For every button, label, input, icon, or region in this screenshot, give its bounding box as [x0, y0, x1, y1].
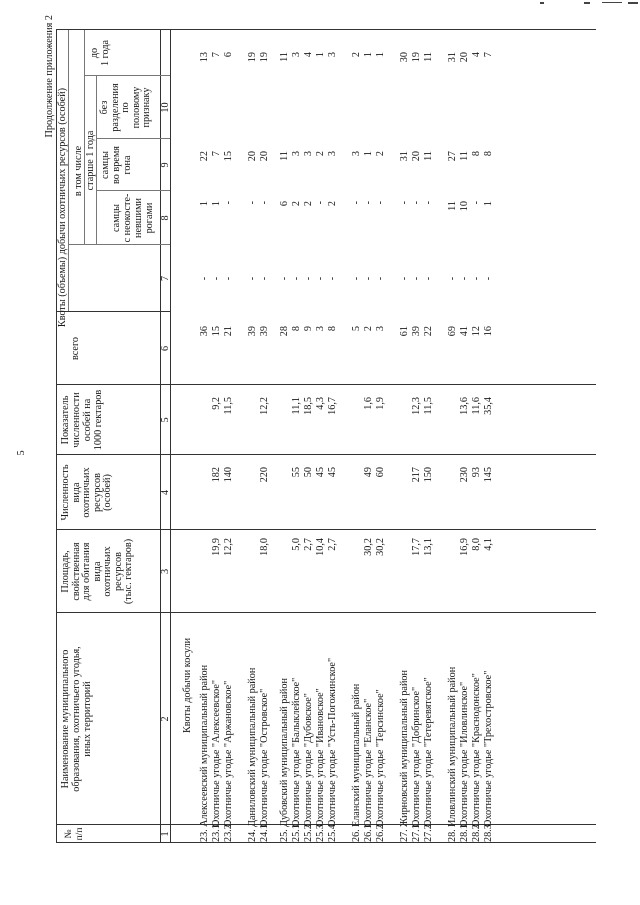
row-area: 5,0 — [291, 538, 302, 551]
row-number: 26. — [351, 829, 362, 842]
column-number: 4 — [160, 489, 171, 496]
header-total: всего — [70, 337, 81, 360]
row-under1: 1 — [315, 52, 326, 58]
row-nodiv: 8 — [483, 151, 494, 157]
row-under1: 1 — [375, 52, 386, 58]
header-incl: в том числе — [73, 145, 84, 197]
row-count: 220 — [259, 467, 270, 483]
header-males-rut: гона — [122, 155, 133, 175]
row-males-rut: 11 — [447, 201, 458, 211]
row-males-rut: - — [247, 201, 258, 205]
row-number: 24.1. — [259, 821, 270, 842]
row-area: 18,0 — [259, 538, 270, 556]
row-males-rut: 2 — [303, 201, 314, 207]
row-name: Охотничье угодье "Аржановское" — [223, 680, 234, 827]
row-under1: 19 — [247, 52, 258, 63]
row-males: - — [459, 276, 470, 281]
row-total: 2 — [363, 326, 374, 332]
row-males: - — [375, 276, 386, 281]
row-density: 16,7 — [327, 397, 338, 415]
older-header-rule — [96, 76, 97, 245]
column-number: 6 — [160, 345, 171, 352]
row-density: 1,9 — [375, 397, 386, 410]
row-area: 12,2 — [223, 538, 234, 556]
row-number: 27.1. — [411, 821, 422, 842]
row-total: 8 — [327, 326, 338, 332]
row-area: 8,0 — [471, 538, 482, 551]
header-under1: до — [89, 47, 100, 59]
row-density: 12,3 — [411, 397, 422, 415]
row-density: 12,2 — [259, 397, 270, 415]
row-area: 10,4 — [315, 538, 326, 556]
row-total: 28 — [279, 326, 290, 337]
row-nodiv: 15 — [223, 151, 234, 162]
row-under1: 2 — [351, 52, 362, 58]
header-density: численности — [71, 392, 82, 448]
row-count: 55 — [291, 467, 302, 478]
row-count: 140 — [223, 467, 234, 483]
row-number: 27.2. — [423, 821, 434, 842]
row-number: 25.3. — [315, 821, 326, 842]
column-number: 1 — [160, 831, 171, 837]
header-area: вида — [91, 561, 103, 582]
row-nodiv: 20 — [411, 151, 422, 162]
row-males: - — [399, 276, 410, 281]
row-males: - — [363, 276, 374, 281]
row-count: 45 — [315, 467, 326, 478]
row-males-rut: - — [423, 201, 434, 205]
row-total: 39 — [411, 326, 422, 337]
corner-mark — [602, 2, 622, 3]
row-nodiv: 3 — [291, 151, 302, 157]
row-males-rut: - — [315, 201, 326, 205]
row-total: 39 — [259, 326, 270, 337]
header-males: невшими — [133, 198, 144, 238]
column-number: 7 — [160, 275, 171, 282]
row-density: 11,1 — [291, 397, 302, 415]
row-total: 41 — [459, 326, 470, 337]
row-total: 9 — [303, 326, 314, 332]
row-name: Охотничье угодье "Алексеевское" — [211, 679, 222, 827]
row-under1: 20 — [459, 52, 470, 63]
row-under1: 6 — [223, 52, 234, 58]
row-males: - — [247, 276, 258, 281]
header-males-rut: во время — [111, 146, 122, 184]
row-males: - — [315, 276, 326, 281]
row-number: 25.2. — [303, 821, 314, 842]
row-area: 30,2 — [375, 538, 386, 556]
row-nodiv: 11 — [423, 151, 434, 161]
row-number: 25.1. — [291, 821, 302, 842]
row-name: Еланский муниципальный район — [351, 683, 362, 827]
row-count: 145 — [483, 467, 494, 483]
row-number: 26.1. — [363, 821, 374, 842]
row-area: 30,2 — [363, 538, 374, 556]
corner-mark — [628, 2, 638, 4]
header-nodiv: разделения — [109, 83, 121, 132]
row-nodiv: 2 — [375, 151, 386, 157]
row-density: 18,5 — [303, 397, 314, 415]
row-density: 1,6 — [363, 397, 374, 410]
row-total: 15 — [211, 326, 222, 337]
corner-mark — [540, 2, 544, 4]
header-nodiv: без — [99, 100, 110, 115]
row-total: 69 — [447, 326, 458, 337]
row-males-rut: 10 — [459, 201, 470, 212]
corner-mark — [584, 2, 590, 4]
header-count: (особей) — [102, 474, 113, 511]
row-total: 61 — [399, 326, 410, 337]
row-under1: 11 — [423, 52, 434, 62]
row-males-rut: - — [259, 201, 270, 205]
row-nodiv: 2 — [315, 151, 326, 157]
header-no: № п/п — [64, 827, 85, 841]
page-number: 5 — [16, 450, 27, 456]
row-count: 50 — [303, 467, 314, 478]
row-total: 12 — [471, 326, 482, 337]
row-count: 49 — [363, 467, 374, 478]
row-number: 23. — [199, 829, 210, 842]
header-area: охотничьих — [102, 546, 113, 597]
row-males-rut: 2 — [327, 201, 338, 207]
header-nodiv: признаку — [141, 87, 152, 128]
continuation-note: Продолжение приложения 2 — [44, 15, 55, 138]
column-number: 10 — [160, 102, 171, 113]
row-males-rut: 1 — [199, 201, 210, 207]
row-nodiv: 22 — [199, 151, 210, 162]
row-total: 36 — [199, 326, 210, 337]
row-males: - — [303, 276, 314, 281]
header-area: Площадь, — [60, 550, 71, 593]
row-males: - — [327, 276, 338, 281]
header-under1: 1 года — [100, 39, 111, 67]
row-area: 17,7 — [411, 538, 422, 556]
row-area: 2,7 — [327, 538, 338, 551]
row-area: 19,9 — [211, 538, 222, 556]
header-area: (тыс. гектаров) — [123, 538, 134, 605]
row-males: - — [259, 276, 270, 281]
row-under1: 7 — [211, 52, 222, 58]
row-name: Охотничье угодье "Тетеревятское" — [423, 677, 434, 827]
row-males-rut: - — [375, 201, 386, 205]
row-males: - — [423, 276, 434, 281]
row-number: 28. — [447, 829, 458, 842]
row-count: 182 — [211, 467, 222, 483]
row-count: 230 — [459, 467, 470, 483]
row-nodiv: 11 — [459, 151, 470, 161]
row-nodiv: 7 — [211, 151, 222, 157]
column-rule-11 — [56, 29, 596, 30]
row-total: 3 — [375, 326, 386, 332]
row-name: Охотничье угодье "Трехостровское" — [483, 670, 494, 827]
column-number: 5 — [160, 417, 171, 423]
row-nodiv: 3 — [327, 151, 338, 157]
row-name: Жирновский муниципальный район — [399, 670, 410, 827]
row-density: 35,4 — [483, 397, 494, 415]
row-number: 23.2. — [223, 821, 234, 842]
column-number: 8 — [160, 215, 171, 221]
header-area: ресурсов — [112, 552, 124, 591]
row-area: 2,7 — [303, 538, 314, 551]
header-count: Численность — [60, 464, 71, 521]
row-name: Иловлинский муниципальный район — [447, 666, 458, 827]
row-name: Охотничье угодье "Балыклейское" — [291, 677, 302, 827]
row-area: 4,1 — [483, 538, 494, 551]
quota-header-rule — [68, 30, 69, 312]
row-nodiv: 11 — [279, 151, 290, 161]
row-total: 8 — [291, 326, 302, 332]
row-name: Охотничье угодье "Иловлинское" — [459, 681, 470, 827]
row-count: 45 — [327, 467, 338, 478]
row-under1: 1 — [363, 52, 374, 58]
header-area: свойственная — [70, 542, 82, 601]
header-count: ресурсов — [91, 473, 103, 512]
header-density: особей на — [82, 398, 93, 442]
row-under1: 4 — [471, 52, 482, 58]
row-number: 25. — [279, 829, 290, 842]
row-males: - — [471, 276, 482, 281]
row-name: Алексеевский муниципальный район — [199, 664, 210, 827]
column-rule-5 — [56, 384, 596, 385]
row-males: - — [447, 276, 458, 281]
row-males-rut: - — [471, 201, 482, 205]
row-males-rut: 1 — [211, 201, 222, 207]
row-under1: 4 — [303, 52, 314, 58]
row-males: - — [223, 276, 234, 281]
row-males-rut: 6 — [279, 201, 290, 207]
header-quota: Квоты (объемы) добычи охотничьих ресурсов (особей) — [57, 87, 68, 328]
row-males: - — [199, 276, 210, 281]
row-count: 60 — [375, 467, 386, 478]
section-title: Квоты добычи косули — [182, 637, 193, 733]
column-number: 2 — [160, 716, 171, 722]
row-males-rut: - — [363, 201, 374, 205]
row-males-rut: - — [351, 201, 362, 205]
column-number: 3 — [160, 568, 171, 575]
header-area: для обитания — [81, 542, 92, 601]
column-rule-4 — [56, 454, 596, 455]
row-males-rut: - — [399, 201, 410, 205]
row-density: 11,6 — [471, 397, 482, 415]
row-under1: 11 — [279, 52, 290, 62]
row-under1: 31 — [447, 52, 458, 63]
row-density: 13,6 — [459, 397, 470, 415]
row-name: Охотничье угодье "Дубовское" — [303, 693, 314, 827]
row-name: Охотничье угодье "Островское" — [259, 688, 270, 827]
row-nodiv: 3 — [303, 151, 314, 157]
row-area: 16,9 — [459, 538, 470, 556]
row-males-rut: 2 — [291, 201, 302, 207]
row-nodiv: 27 — [447, 151, 458, 162]
row-number: 25.4. — [327, 821, 338, 842]
row-name: Охотничье угодье "Терсинское" — [375, 689, 386, 827]
header-males: с неокосте- — [122, 193, 133, 243]
row-name: Охотничье угодье "Усть-Погожинское" — [327, 657, 338, 827]
header-name: Наименование муниципального — [60, 649, 71, 789]
header-nodiv: по — [120, 102, 131, 113]
row-males-rut: - — [411, 201, 422, 205]
row-name: Охотничье угодье "Ивановское" — [315, 688, 326, 827]
row-density: 11,5 — [423, 397, 434, 415]
row-under1: 7 — [483, 52, 494, 58]
row-count: 217 — [411, 467, 422, 483]
row-total: 39 — [247, 326, 258, 337]
row-males: - — [291, 276, 302, 281]
row-number: 28.1. — [459, 821, 470, 842]
row-nodiv: 31 — [399, 151, 410, 162]
row-under1: 13 — [199, 52, 210, 63]
row-density: 9,2 — [211, 397, 222, 410]
row-name: Охотничье угодье "Еланское" — [363, 698, 374, 827]
header-count: охотничьих — [81, 467, 92, 518]
row-under1: 3 — [291, 52, 302, 58]
row-total: 21 — [223, 326, 234, 337]
row-name: Даниловский муниципальный район — [247, 667, 258, 827]
row-males-rut: 1 — [483, 201, 494, 207]
row-density: 4,3 — [315, 397, 326, 410]
row-under1: 30 — [399, 52, 410, 63]
row-under1: 19 — [259, 52, 270, 63]
row-males-rut: - — [223, 201, 234, 205]
header-name: образования, охотничьего угодья, — [71, 646, 82, 792]
row-total: 16 — [483, 326, 494, 337]
row-nodiv: 8 — [471, 151, 482, 157]
column-rule-0 — [56, 842, 596, 843]
row-males: - — [279, 276, 290, 281]
header-males: рогами — [144, 202, 155, 234]
header-males: самцы — [111, 204, 122, 232]
row-number: 23.1. — [211, 821, 222, 842]
row-total: 22 — [423, 326, 434, 337]
row-number: 26.2. — [375, 821, 386, 842]
row-nodiv: 1 — [363, 151, 374, 157]
header-males-rut: самцы — [100, 151, 111, 179]
row-total: 5 — [351, 326, 362, 332]
row-name: Охотничье угодье "Краснодонское" — [471, 673, 482, 827]
row-under1: 19 — [411, 52, 422, 63]
row-area: 13,1 — [423, 538, 434, 556]
row-total: 3 — [315, 326, 326, 332]
row-number: 28.2. — [471, 821, 482, 842]
header-older: старше 1 года — [85, 130, 96, 191]
row-number: 28.3. — [483, 821, 494, 842]
column-rule-2 — [56, 612, 596, 613]
row-males: - — [351, 276, 362, 281]
row-males: - — [411, 276, 422, 281]
header-density: Показатель — [60, 395, 71, 445]
row-density: 11,5 — [223, 397, 234, 415]
header-nodiv: половому — [130, 86, 142, 129]
column-number: 9 — [160, 162, 171, 168]
row-under1: 3 — [327, 52, 338, 58]
row-males: - — [211, 276, 222, 281]
row-number: 27. — [399, 829, 410, 842]
row-count: 150 — [423, 467, 434, 483]
column-rule-1 — [56, 824, 596, 825]
row-name: Дубовский муниципальный район — [279, 678, 290, 827]
header-name: иных территорий — [82, 681, 93, 757]
row-count: 93 — [471, 467, 482, 478]
row-nodiv: 20 — [247, 151, 258, 162]
row-nodiv: 20 — [259, 151, 270, 162]
row-males: - — [483, 276, 494, 281]
header-count: вида — [70, 482, 82, 503]
header-density: 1000 гектаров — [93, 389, 104, 451]
row-nodiv: 3 — [351, 151, 362, 157]
row-name: Охотничье угодье "Добринское" — [411, 686, 422, 827]
column-rule-3 — [56, 529, 596, 530]
row-number: 24. — [247, 829, 258, 842]
